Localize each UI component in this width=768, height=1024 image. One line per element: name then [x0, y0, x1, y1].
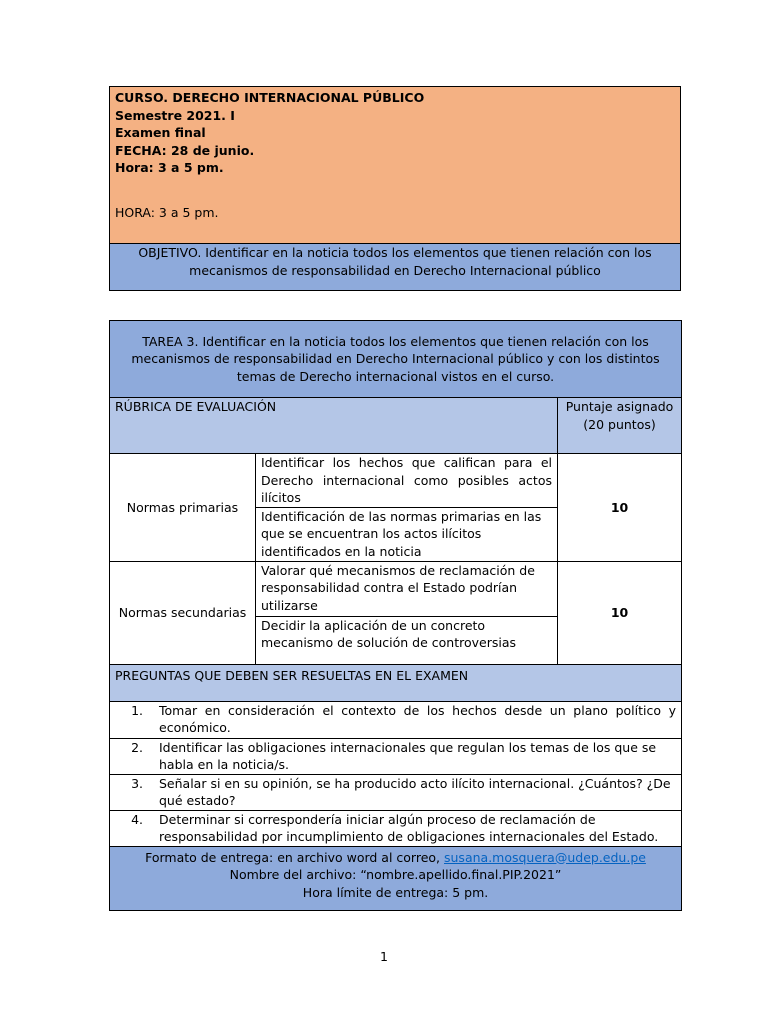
question-item [110, 738, 682, 774]
task-description [110, 321, 682, 398]
question-number: 3. [131, 775, 143, 791]
delivery-format-line [115, 849, 676, 867]
objective-section [110, 244, 680, 290]
delivery-instructions [110, 846, 682, 910]
page-number: 1 [380, 949, 388, 964]
exam-time: Hora: 3 a 5 pm. [115, 160, 224, 175]
rubric-score: 10 [558, 454, 682, 562]
rubric-score: 10 [558, 561, 682, 664]
objective-line: OBJETIVO. Identificar en la noticia todos los elementos que tienen relación con los [138, 245, 652, 260]
email-link[interactable]: susana.mosquera@udep.edu.pe [444, 849, 646, 865]
score-header-line: (20 puntos) [583, 416, 656, 432]
rubric-criterion: Identificación de las normas primarias en las que se encuentran los actos ilícitos identificados en la noticia [256, 507, 558, 561]
question-text: Determinar si correspondería iniciar algún proceso de reclamación de responsabilidad por incumplimiento de obligaciones internacionales del Estado. [159, 811, 659, 844]
score-header [558, 398, 682, 454]
semester: Semestre 2021. I [115, 107, 235, 123]
exam-header-box [109, 86, 681, 291]
exam-type: Examen final [115, 125, 206, 140]
task-line: TAREA 3. Identificar en la noticia todos los elementos que tienen relación con los [142, 333, 649, 349]
question-text: Identificar las obligaciones internacionales que regulan los temas de los que se habla en la noticia/s. [159, 739, 657, 772]
question-text: Señalar si en su opinión, se ha producido acto ilícito internacional. ¿Cuántos? ¿De qué estado? [159, 775, 671, 808]
question-number: 4. [131, 811, 143, 827]
file-name: Nombre del archivo: “nombre.apellido.final.PIP.2021” [229, 867, 562, 882]
question-item [110, 810, 682, 846]
question-text: Tomar en consideración el contexto de los hechos desde un plano político y económico. [159, 702, 677, 735]
course-title: CURSO. DERECHO INTERNACIONAL PÚBLICO [115, 90, 425, 105]
rubric-title: RÚBRICA DE EVALUACIÓN [110, 398, 558, 454]
task-line: mecanismos de responsabilidad en Derecho Internacional público y con los distintos [131, 351, 660, 367]
question-item [110, 701, 682, 738]
rubric-criterion: Decidir la aplicación de un concreto mecanismo de solución de controversias [256, 616, 558, 664]
rubric-criterion: Valorar qué mecanismos de reclamación de responsabilidad contra el Estado podrían utilizarse [256, 561, 558, 616]
rubric-criterion: Identificar los hechos que califican para el Derecho internacional como posibles actos ilícitos [256, 454, 558, 508]
questions-title: PREGUNTAS QUE DEBEN SER RESUELTAS EN EL EXAMEN [110, 664, 682, 701]
score-header-line: Puntaje asignado [565, 399, 674, 414]
deadline: Hora límite de entrega: 5 pm. [302, 884, 489, 900]
question-number: 2. [131, 739, 143, 755]
rubric-group-label: Normas secundarias [110, 561, 256, 664]
delivery-format: Formato de entrega: en archivo word al correo, [145, 849, 441, 865]
objective-line: mecanismos de responsabilidad en Derecho Internacional público [189, 263, 601, 278]
task-table [109, 320, 682, 911]
course-info-section [110, 87, 680, 244]
task-line: temas de Derecho internacional vistos en el curso. [236, 368, 555, 384]
exam-time-repeat: HORA: 3 a 5 pm. [115, 204, 219, 220]
rubric-group-label: Normas primarias [110, 454, 256, 562]
question-number: 1. [131, 702, 143, 718]
question-item [110, 774, 682, 810]
exam-date: FECHA: 28 de junio. [115, 142, 255, 158]
